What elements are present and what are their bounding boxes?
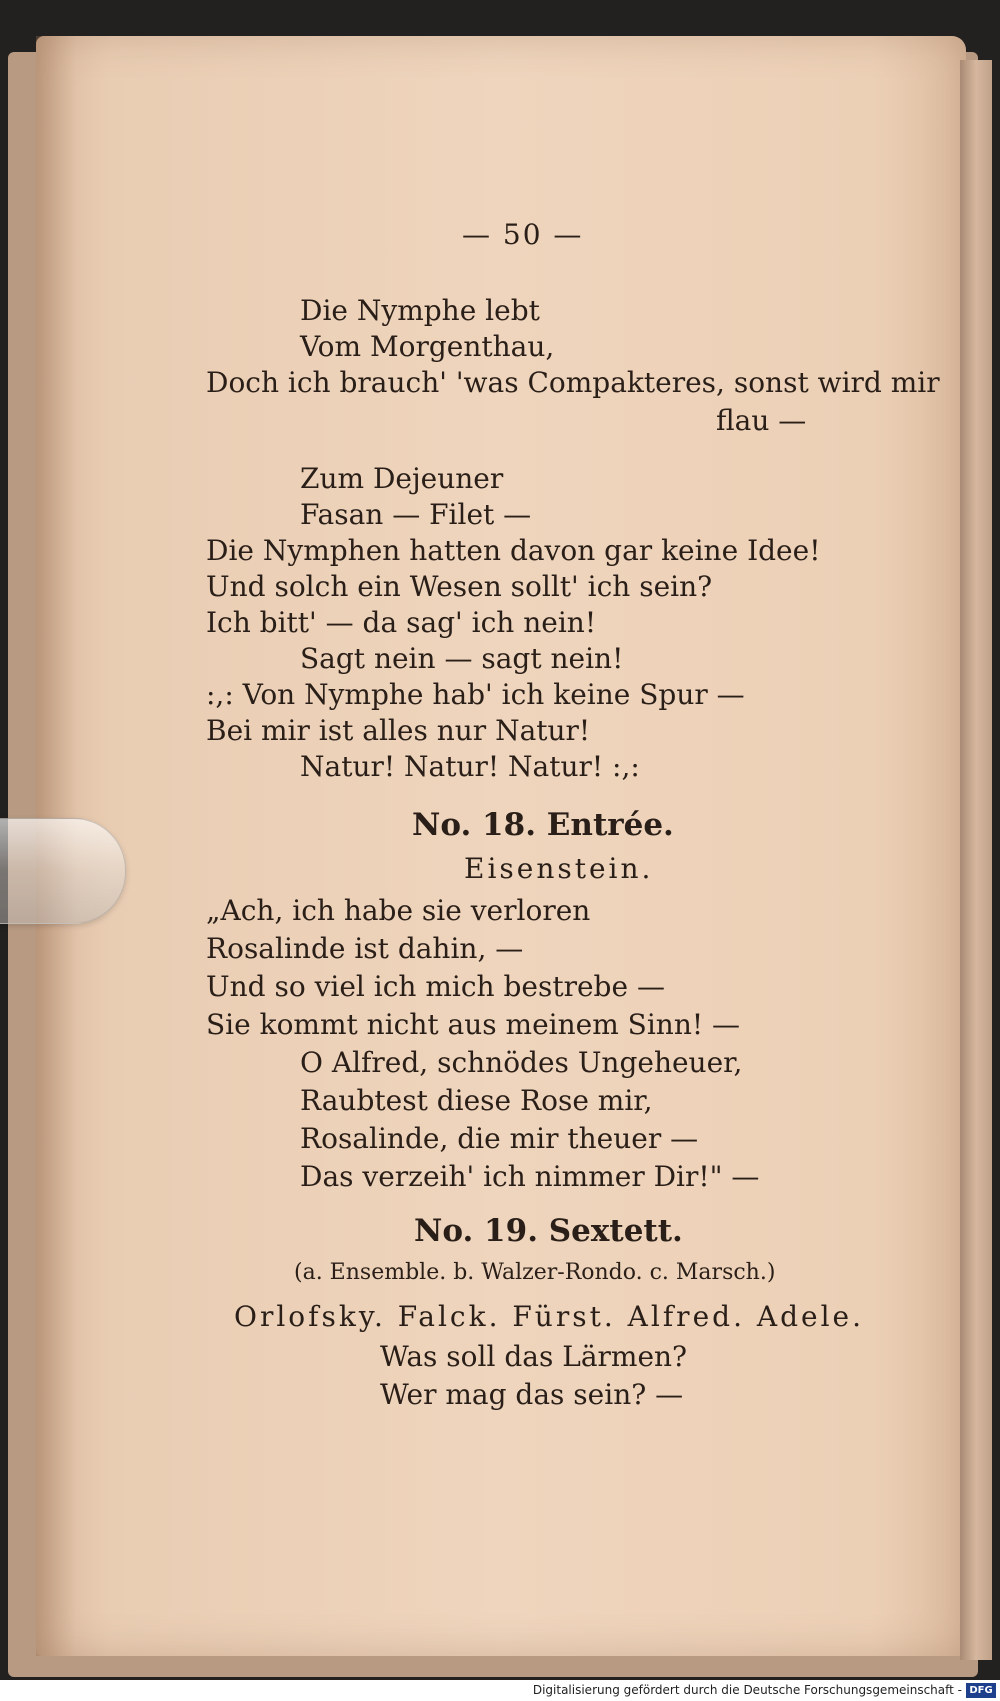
footer-credit: Digitalisierung gefördert durch die Deutsche Forschungsgemeinschaft - xyxy=(532,1683,962,1697)
page-number: — 50 — xyxy=(462,218,584,251)
page-clip xyxy=(0,818,126,924)
verse-line: Und solch ein Wesen sollt' ich sein? xyxy=(206,570,713,603)
page-right-edge xyxy=(960,60,992,1660)
verse-line: Das verzeih' ich nimmer Dir!" — xyxy=(300,1160,760,1193)
dfg-logo: DFG xyxy=(966,1683,996,1698)
verse-line: Und so viel ich mich bestrebe — xyxy=(206,970,665,1003)
verse-line: Raubtest diese Rose mir, xyxy=(300,1084,653,1117)
footer-bar xyxy=(0,1680,1000,1701)
verse-line: Ich bitt' — da sag' ich nein! xyxy=(206,606,597,639)
verse-line: Die Nymphe lebt xyxy=(300,294,540,327)
verse-line: flau — xyxy=(716,404,807,437)
book-page xyxy=(36,36,966,1656)
verse-line: Vom Morgenthau, xyxy=(300,330,555,363)
verse-line: Was soll das Lärmen? xyxy=(380,1340,688,1373)
verse-line: Sie kommt nicht aus meinem Sinn! — xyxy=(206,1008,741,1041)
verse-line: Natur! Natur! Natur! :,: xyxy=(300,750,640,783)
verse-line: Rosalinde, die mir theuer — xyxy=(300,1122,699,1155)
verse-line: „Ach, ich habe sie verloren xyxy=(206,894,591,927)
section-18-speaker: Eisenstein. xyxy=(464,852,654,885)
verse-line: Doch ich brauch' 'was Compakteres, sonst wird mir xyxy=(206,366,940,399)
verse-line: Rosalinde ist dahin, — xyxy=(206,932,524,965)
verse-line: Die Nymphen hatten davon gar keine Idee! xyxy=(206,534,821,567)
section-19-speakers: Orlofsky. Falck. Fürst. Alfred. Adele. xyxy=(234,1300,865,1333)
section-19-subheading: (a. Ensemble. b. Walzer-Rondo. c. Marsch.) xyxy=(294,1260,776,1285)
verse-line: Zum Dejeuner xyxy=(300,462,504,495)
section-19-heading: No. 19. Sextett. xyxy=(414,1213,683,1249)
section-18-heading: No. 18. Entrée. xyxy=(412,807,674,843)
verse-line: Sagt nein — sagt nein! xyxy=(300,642,624,675)
verse-line: Bei mir ist alles nur Natur! xyxy=(206,714,591,747)
verse-line: :,: Von Nymphe hab' ich keine Spur — xyxy=(206,678,745,711)
verse-line: O Alfred, schnödes Ungeheuer, xyxy=(300,1046,743,1079)
verse-line: Wer mag das sein? — xyxy=(380,1378,684,1411)
verse-line: Fasan — Filet — xyxy=(300,498,532,531)
